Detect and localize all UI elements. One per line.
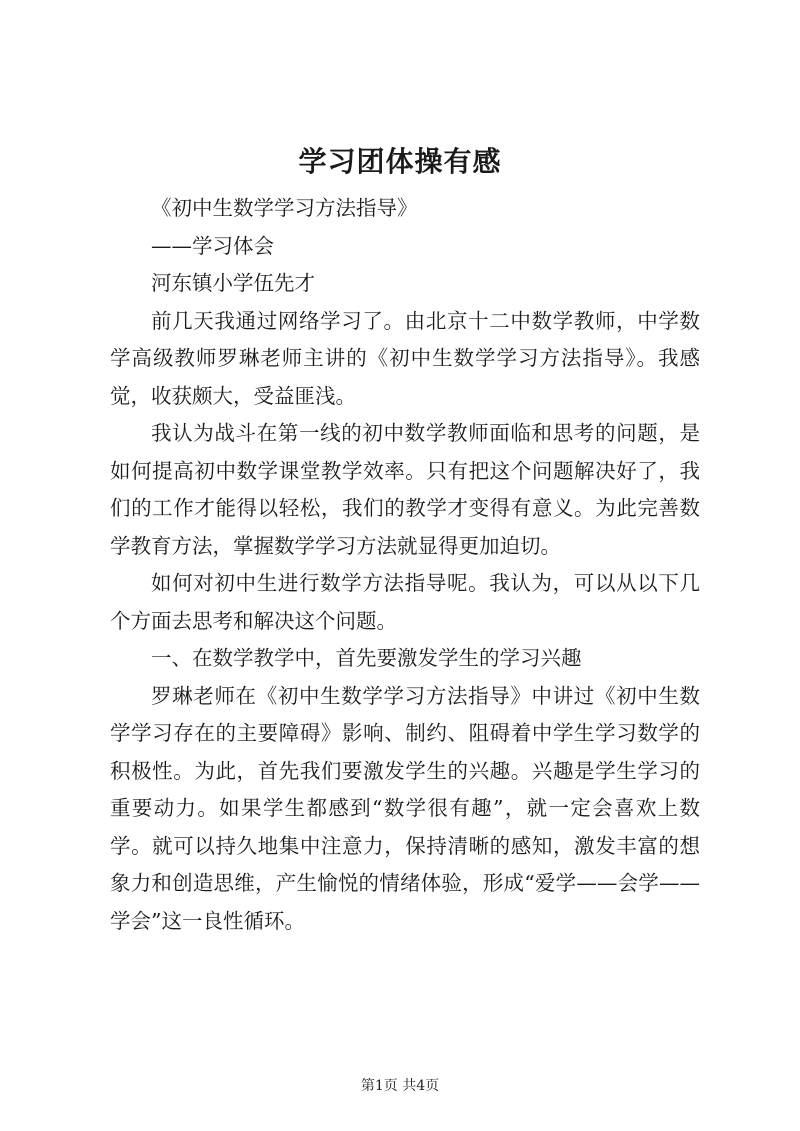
paragraph: 前几天我通过网络学习了。由北京十二中数学教师，中学数学高级教师罗琳老师主讲的《初中生数学学习方法指导》。我感觉，收获颇大，受益匪浅。	[110, 308, 700, 408]
paragraph-subheading: ——学习体会	[151, 233, 274, 258]
section-heading: 一、在数学教学中，首先要激发学生的学习兴趣	[151, 646, 582, 670]
page-number-footer: 第1页 共4页	[360, 1078, 440, 1094]
paragraph: 罗琳老师在《初中生数学学习方法指导》中讲过《初中生数学学习存在的主要障碍》影响、制约、阻碍着中学生学习数学的积极性。为此，首先我们要激发学生的兴趣。兴趣是学生学习的重要动力。如果学生都感到“数学很有趣”，就一定会喜欢上数学。就可以持久地集中注意力，保持清晰的感知，激发丰富的想象力和创造思维，产生愉悦的情绪体验，形成“爱学——会学——学会”这一良性循环。	[110, 683, 700, 933]
document-title: 学习团体操有感	[298, 145, 502, 178]
paragraph: 如何对初中生进行数学方法指导呢。我认为，可以从以下几个方面去思考和解决这个问题。	[110, 571, 700, 633]
paragraph-subtitle: 《初中生数学学习方法指导》	[151, 196, 418, 220]
paragraph-author: 河东镇小学伍先才	[151, 271, 315, 295]
paragraph: 我认为战斗在第一线的初中数学教师面临和思考的问题，是如何提高初中数学课堂教学效率。只有把这个问题解决好了，我们的工作才能得以轻松，我们的教学才变得有意义。为此完善数学教育方法，掌握数学学习方法就显得更加迫切。	[110, 421, 700, 558]
document-body	[110, 190, 700, 940]
